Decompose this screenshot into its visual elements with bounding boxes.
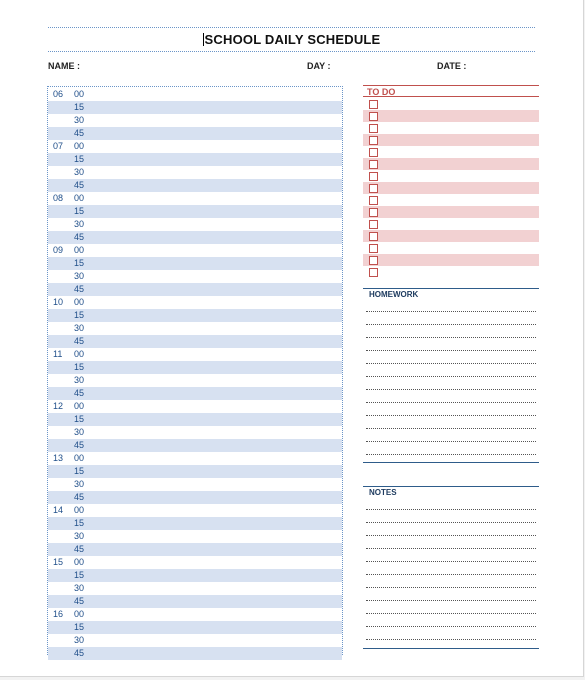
minute-label: 45 — [74, 180, 85, 190]
time-slot-row[interactable] — [48, 634, 342, 647]
minute-label: 00 — [74, 193, 85, 203]
checkbox-icon[interactable] — [369, 148, 378, 157]
time-slot-row[interactable] — [48, 504, 342, 517]
minute-label: 30 — [74, 219, 85, 229]
notes-line[interactable] — [366, 535, 536, 536]
todo-item[interactable] — [363, 158, 539, 170]
time-slot-row[interactable] — [48, 179, 342, 192]
hour-label: 15 — [53, 557, 64, 567]
time-slot-row[interactable] — [48, 322, 342, 335]
notes-header: NOTES — [363, 486, 539, 498]
time-slot-row[interactable] — [48, 543, 342, 556]
time-slot-row[interactable] — [48, 530, 342, 543]
date-label: DATE : — [437, 61, 467, 71]
minute-label: 45 — [74, 128, 85, 138]
minute-label: 45 — [74, 648, 85, 658]
hour-label: 12 — [53, 401, 64, 411]
time-slot-row[interactable] — [48, 569, 342, 582]
minute-label: 15 — [74, 310, 85, 320]
text-cursor — [203, 33, 204, 46]
minute-label: 45 — [74, 544, 85, 554]
homework-bottom-rule — [363, 462, 539, 463]
notes-line[interactable] — [366, 600, 536, 601]
minute-label: 45 — [74, 232, 85, 242]
minute-label: 15 — [74, 258, 85, 268]
time-slot-row[interactable] — [48, 231, 342, 244]
checkbox-icon[interactable] — [369, 220, 378, 229]
time-slot-row[interactable] — [48, 101, 342, 114]
minute-label: 15 — [74, 518, 85, 528]
time-slot-row[interactable] — [48, 218, 342, 231]
todo-header: TO DO — [363, 85, 539, 97]
time-slot-row[interactable] — [48, 491, 342, 504]
minute-label: 15 — [74, 466, 85, 476]
minute-label: 30 — [74, 531, 85, 541]
checkbox-icon[interactable] — [369, 268, 378, 277]
minute-label: 00 — [74, 349, 85, 359]
minute-label: 15 — [74, 414, 85, 424]
minute-label: 00 — [74, 505, 85, 515]
todo-item[interactable] — [363, 218, 539, 230]
homework-header: HOMEWORK — [363, 288, 539, 300]
minute-label: 15 — [74, 154, 85, 164]
todo-item[interactable] — [363, 230, 539, 242]
checkbox-icon[interactable] — [369, 184, 378, 193]
time-slot-row[interactable] — [48, 205, 342, 218]
todo-item[interactable] — [363, 98, 539, 110]
hour-label: 13 — [53, 453, 64, 463]
minute-label: 45 — [74, 388, 85, 398]
todo-item[interactable] — [363, 206, 539, 218]
checkbox-icon[interactable] — [369, 172, 378, 181]
page-title-text: SCHOOL DAILY SCHEDULE — [204, 32, 381, 47]
todo-item[interactable] — [363, 182, 539, 194]
checkbox-icon[interactable] — [369, 196, 378, 205]
hour-label: 08 — [53, 193, 64, 203]
todo-item[interactable] — [363, 146, 539, 158]
hour-label: 07 — [53, 141, 64, 151]
time-slot-row[interactable] — [48, 244, 342, 257]
minute-label: 15 — [74, 362, 85, 372]
time-slot-row[interactable] — [48, 361, 342, 374]
minute-label: 45 — [74, 596, 85, 606]
checkbox-icon[interactable] — [369, 124, 378, 133]
time-slot-row[interactable] — [48, 556, 342, 569]
minute-label: 30 — [74, 635, 85, 645]
hour-label: 09 — [53, 245, 64, 255]
time-slot-row[interactable] — [48, 166, 342, 179]
checkbox-icon[interactable] — [369, 244, 378, 253]
time-slot-row[interactable] — [48, 582, 342, 595]
time-slot-row[interactable] — [48, 192, 342, 205]
homework-line[interactable] — [366, 311, 536, 312]
time-slot-row[interactable] — [48, 517, 342, 530]
checkbox-icon[interactable] — [369, 136, 378, 145]
notes-line[interactable] — [366, 548, 536, 549]
minute-label: 00 — [74, 557, 85, 567]
time-slot-row[interactable] — [48, 478, 342, 491]
time-slot-row[interactable] — [48, 140, 342, 153]
time-slot-row[interactable] — [48, 413, 342, 426]
time-slot-row[interactable] — [48, 647, 342, 660]
todo-item[interactable] — [363, 254, 539, 266]
hour-label: 06 — [53, 89, 64, 99]
minute-label: 15 — [74, 622, 85, 632]
minute-label: 30 — [74, 115, 85, 125]
name-label: NAME : — [48, 61, 80, 71]
todo-item[interactable] — [363, 122, 539, 134]
time-slot-row[interactable] — [48, 153, 342, 166]
minute-label: 45 — [74, 440, 85, 450]
todo-item[interactable] — [363, 134, 539, 146]
notes-line[interactable] — [366, 509, 536, 510]
time-slot-row[interactable] — [48, 270, 342, 283]
minute-label: 00 — [74, 297, 85, 307]
minute-label: 30 — [74, 427, 85, 437]
minute-label: 15 — [74, 102, 85, 112]
day-label: DAY : — [307, 61, 331, 71]
homework-line[interactable] — [366, 337, 536, 338]
homework-line[interactable] — [366, 350, 536, 351]
time-slot-row[interactable] — [48, 426, 342, 439]
minute-label: 30 — [74, 323, 85, 333]
notes-line[interactable] — [366, 626, 536, 627]
time-slot-row[interactable] — [48, 400, 342, 413]
minute-label: 15 — [74, 206, 85, 216]
minute-label: 45 — [74, 336, 85, 346]
minute-label: 30 — [74, 583, 85, 593]
minute-label: 00 — [74, 141, 85, 151]
homework-line[interactable] — [366, 363, 536, 364]
minute-label: 30 — [74, 271, 85, 281]
hour-label: 11 — [53, 349, 63, 359]
checkbox-icon[interactable] — [369, 208, 378, 217]
time-slot-row[interactable] — [48, 309, 342, 322]
title-band — [48, 27, 535, 52]
time-schedule-grid — [47, 86, 343, 658]
minute-label: 00 — [74, 89, 85, 99]
notes-line[interactable] — [366, 574, 536, 575]
todo-item[interactable] — [363, 170, 539, 182]
minute-label: 30 — [74, 479, 85, 489]
hour-label: 16 — [53, 609, 64, 619]
page-title[interactable] — [203, 32, 381, 47]
todo-item[interactable] — [363, 110, 539, 122]
time-slot-row[interactable] — [48, 283, 342, 296]
hour-label: 10 — [53, 297, 64, 307]
time-slot-row[interactable] — [48, 296, 342, 309]
minute-label: 00 — [74, 245, 85, 255]
checkbox-icon[interactable] — [369, 232, 378, 241]
time-slot-row[interactable] — [48, 621, 342, 634]
notes-line[interactable] — [366, 587, 536, 588]
time-slot-row[interactable] — [48, 114, 342, 127]
minute-label: 15 — [74, 570, 85, 580]
time-slot-row[interactable] — [48, 387, 342, 400]
checkbox-icon[interactable] — [369, 112, 378, 121]
notes-line[interactable] — [366, 561, 536, 562]
homework-line[interactable] — [366, 324, 536, 325]
minute-label: 30 — [74, 167, 85, 177]
time-slot-row[interactable] — [48, 374, 342, 387]
homework-line[interactable] — [366, 428, 536, 429]
minute-label: 45 — [74, 284, 85, 294]
time-slot-row[interactable] — [48, 88, 342, 101]
minute-label: 45 — [74, 492, 85, 502]
time-slot-row[interactable] — [48, 257, 342, 270]
todo-item[interactable] — [363, 194, 539, 206]
checkbox-icon[interactable] — [369, 160, 378, 169]
homework-line[interactable] — [366, 415, 536, 416]
time-slot-row[interactable] — [48, 348, 342, 361]
time-slot-row[interactable] — [48, 465, 342, 478]
notes-bottom-rule — [363, 648, 539, 649]
notes-line[interactable] — [366, 639, 536, 640]
homework-line[interactable] — [366, 389, 536, 390]
homework-line[interactable] — [366, 441, 536, 442]
homework-line[interactable] — [366, 402, 536, 403]
homework-line[interactable] — [366, 454, 536, 455]
todo-item[interactable] — [363, 266, 539, 278]
checkbox-icon[interactable] — [369, 256, 378, 265]
time-slot-row[interactable] — [48, 608, 342, 621]
notes-line[interactable] — [366, 522, 536, 523]
time-slot-row[interactable] — [48, 127, 342, 140]
hour-label: 14 — [53, 505, 64, 515]
minute-label: 00 — [74, 453, 85, 463]
minute-label: 30 — [74, 375, 85, 385]
time-slot-row[interactable] — [48, 452, 342, 465]
todo-item[interactable] — [363, 242, 539, 254]
notes-line[interactable] — [366, 613, 536, 614]
minute-label: 00 — [74, 609, 85, 619]
time-slot-row[interactable] — [48, 335, 342, 348]
checkbox-icon[interactable] — [369, 100, 378, 109]
homework-line[interactable] — [366, 376, 536, 377]
time-slot-row[interactable] — [48, 439, 342, 452]
time-slot-row[interactable] — [48, 595, 342, 608]
minute-label: 00 — [74, 401, 85, 411]
